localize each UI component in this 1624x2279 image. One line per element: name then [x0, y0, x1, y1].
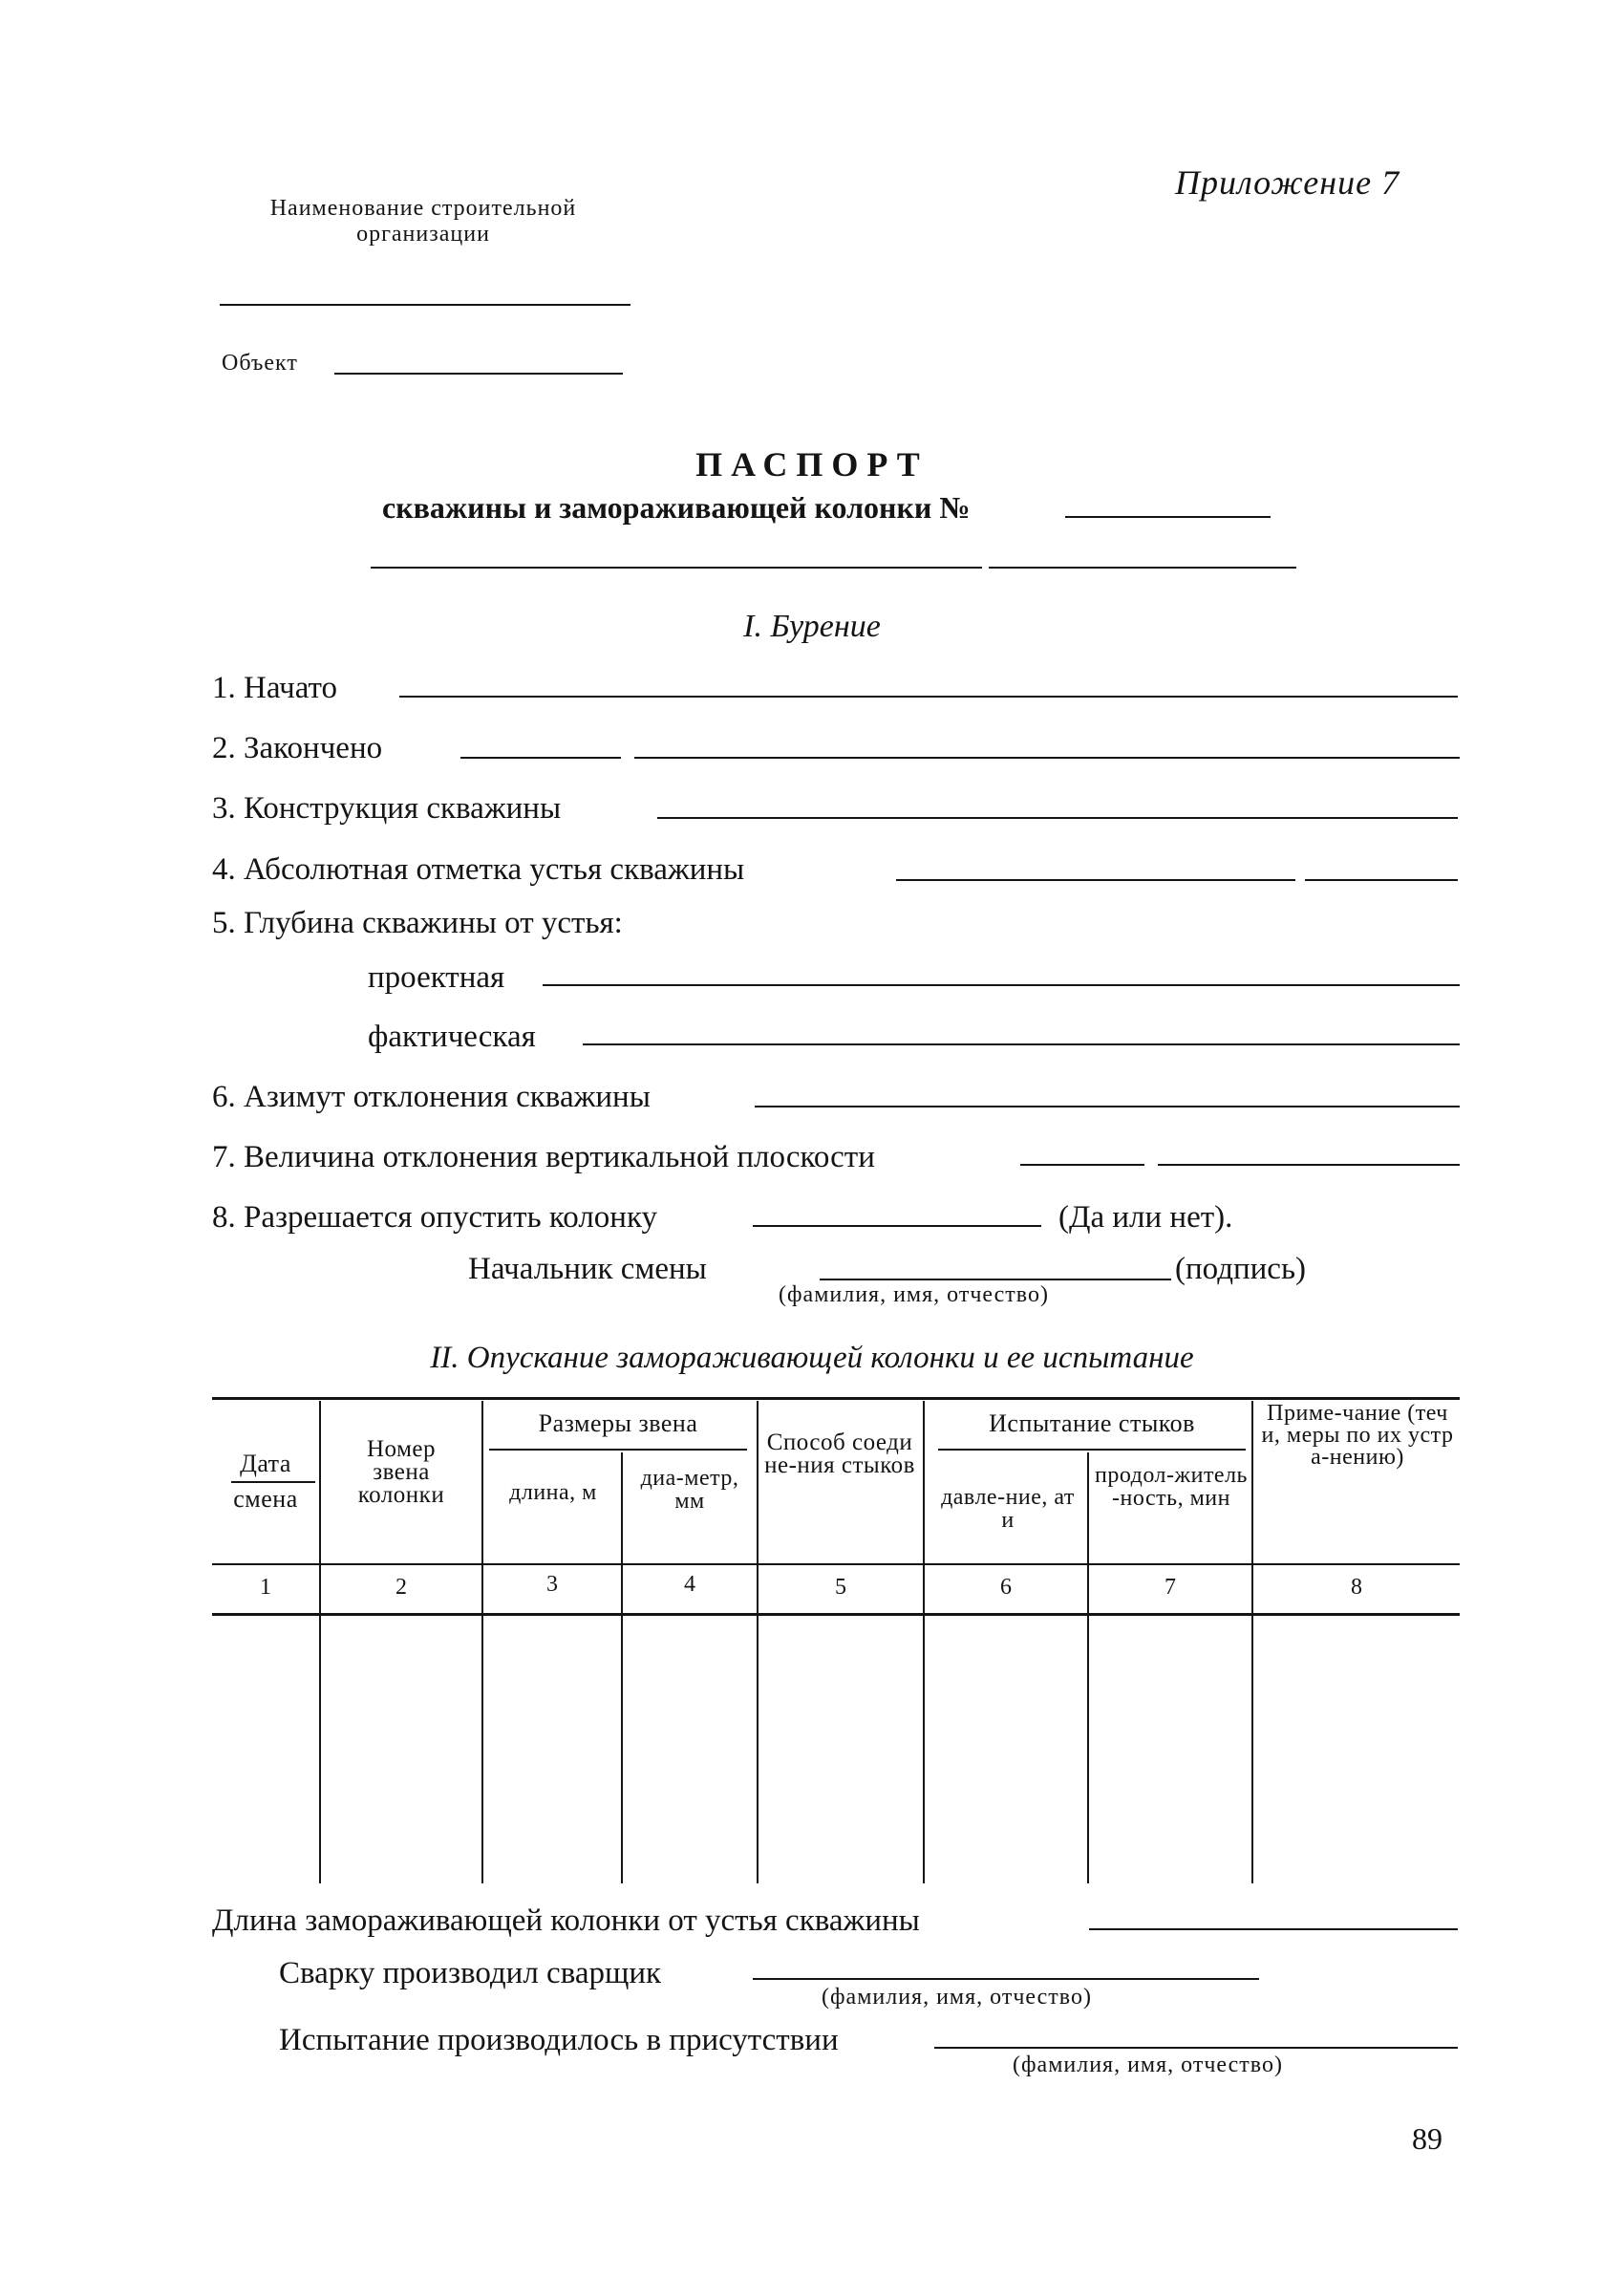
column-number: 1	[260, 1575, 271, 1600]
item-azimuth: 6. Азимут отклонения скважины	[212, 1080, 651, 1114]
yes-no-hint: (Да или нет).	[1058, 1200, 1233, 1235]
date-shift-divider	[231, 1481, 315, 1483]
shift-chief-field-line[interactable]	[820, 1279, 1171, 1280]
welder-label: Сварку производил сварщик	[279, 1956, 662, 1990]
column-number: 2	[395, 1575, 407, 1600]
header-diameter: диа-метр, мм	[640, 1466, 739, 1514]
table-col-divider	[1087, 1452, 1089, 1883]
header-joint-testing: Испытание стыков	[989, 1409, 1195, 1437]
item-depth: 5. Глубина скважины от устья:	[212, 906, 623, 940]
deviation-field-line-1[interactable]	[1020, 1164, 1144, 1166]
item-finished: 2. Закончено	[212, 731, 383, 765]
deviation-field-line-2[interactable]	[1158, 1164, 1460, 1166]
shift-chief-signature-label: (подпись)	[1175, 1252, 1306, 1286]
object-label: Объект	[222, 351, 298, 376]
header-date: Дата	[240, 1450, 291, 1477]
object-field-line[interactable]	[334, 373, 623, 375]
design-depth-field-line[interactable]	[543, 984, 1460, 986]
test-presence-field-line[interactable]	[934, 2047, 1458, 2049]
subtitle-field-line-2[interactable]	[989, 567, 1296, 569]
welder-field-line[interactable]	[753, 1978, 1259, 1980]
header-link-sizes: Размеры звена	[538, 1409, 698, 1437]
column-number: 5	[835, 1575, 846, 1600]
item-deviation: 7. Величина отклонения вертикальной плоскости	[212, 1140, 875, 1174]
header-pressure: давле-ние, ати	[941, 1485, 1075, 1533]
permission-field-line[interactable]	[753, 1225, 1041, 1227]
number-field-line[interactable]	[1065, 516, 1271, 518]
table-col-divider	[757, 1401, 759, 1883]
header-shift: смена	[233, 1485, 298, 1513]
table-header-bottom	[212, 1563, 1460, 1565]
table-col-divider	[923, 1401, 925, 1883]
actual-depth-field-line[interactable]	[583, 1043, 1460, 1045]
item-absolute-mark: 4. Абсолютная отметка устья скважины	[212, 852, 745, 887]
item-started: 1. Начато	[212, 671, 338, 705]
header-length: длина, м	[509, 1480, 597, 1505]
table-col-divider	[621, 1452, 623, 1883]
subitem-actual-depth: фактическая	[368, 1020, 536, 1054]
welder-caption: (фамилия, имя, отчество)	[822, 1985, 1092, 2010]
column-length-label: Длина замораживающей колонки от устья скважины	[212, 1903, 920, 1938]
header-joint-method: Способ соедине-ния стыков	[764, 1430, 915, 1478]
column-number: 8	[1351, 1575, 1362, 1600]
table-group2-divider	[938, 1449, 1246, 1451]
item-construction: 3. Конструкция скважины	[212, 791, 562, 826]
azimuth-field-line[interactable]	[755, 1106, 1460, 1107]
column-number: 7	[1165, 1575, 1176, 1600]
table-number-row-bottom	[212, 1613, 1460, 1616]
organization-field-line[interactable]	[220, 304, 630, 306]
column-number: 6	[1000, 1575, 1012, 1600]
section-column-lowering-title: II. Опускание замораживающей колонки и ее испытание	[430, 1341, 1194, 1375]
finished-field-line-1[interactable]	[460, 757, 621, 759]
header-note: Приме-чание (течи, меры по их устра-нению)	[1261, 1401, 1454, 1470]
construction-field-line[interactable]	[657, 817, 1458, 819]
header-duration: продол-житель-ность, мин	[1095, 1463, 1249, 1511]
page-number: 89	[1412, 2121, 1442, 2156]
column-length-field-line[interactable]	[1089, 1928, 1458, 1930]
header-link-number: Номер звена колонки	[357, 1436, 445, 1508]
table-col-divider	[1251, 1401, 1253, 1883]
section-drilling-title: I. Бурение	[743, 609, 881, 644]
started-field-line[interactable]	[399, 696, 1458, 698]
table-col-divider	[319, 1401, 321, 1883]
document-subtitle: скважины и замораживающей колонки №	[382, 490, 971, 525]
subitem-design-depth: проектная	[368, 960, 505, 995]
appendix-label: Приложение 7	[1175, 163, 1400, 202]
absolute-mark-field-line-1[interactable]	[896, 879, 1295, 881]
organization-label: Наименование строительной организации	[269, 196, 577, 247]
item-permission: 8. Разрешается опустить колонку	[212, 1200, 658, 1235]
absolute-mark-field-line-2[interactable]	[1305, 879, 1458, 881]
table-col-divider	[481, 1401, 483, 1883]
test-presence-caption: (фамилия, имя, отчество)	[1013, 2053, 1283, 2077]
document-title: ПАСПОРТ	[695, 445, 929, 484]
table-group1-divider	[489, 1449, 747, 1451]
test-presence-label: Испытание производилось в присутствии	[279, 2023, 839, 2057]
table-top-border	[212, 1397, 1460, 1400]
subtitle-field-line-1[interactable]	[371, 567, 982, 569]
finished-field-line-2[interactable]	[634, 757, 1460, 759]
column-number: 4	[684, 1572, 695, 1597]
shift-chief-caption: (фамилия, имя, отчество)	[779, 1282, 1049, 1307]
shift-chief-label: Начальник смены	[468, 1252, 707, 1286]
column-number: 3	[546, 1572, 558, 1597]
